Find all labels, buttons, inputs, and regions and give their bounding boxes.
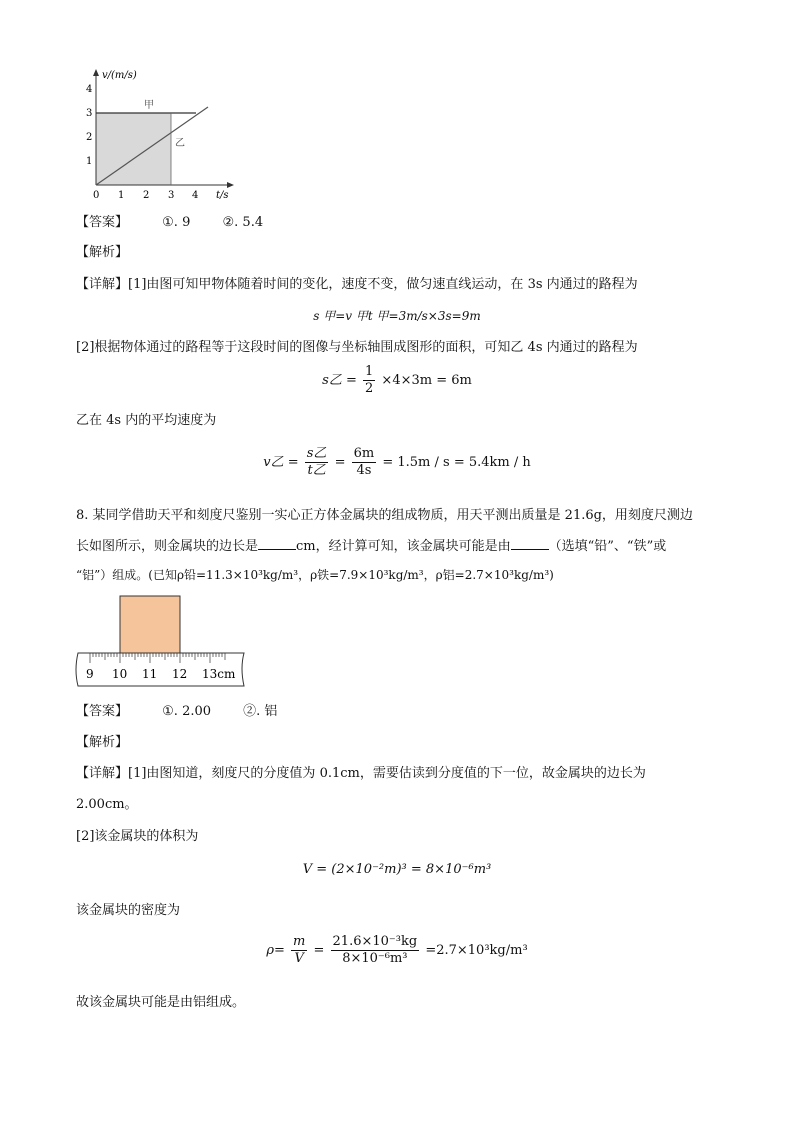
velocity-time-graph <box>78 66 238 206</box>
q7-formula-2-den: 2 <box>365 381 374 396</box>
ruler-label-12: 12 <box>172 667 188 681</box>
q8-formula-5-frac1 <box>291 934 307 967</box>
metal-block <box>120 596 180 653</box>
x-tick-3: 3 <box>168 190 175 201</box>
q8-conclusion: 故该金属块可能是由铝组成。 <box>76 995 246 1010</box>
q8-formula-5-den2: 8×10⁻⁶m³ <box>342 951 408 966</box>
y-axis-label: v/(m/s) <box>102 70 137 81</box>
q7-formula-3: v乙 = $\frac{\text{s乙}}{\text{t乙}}$ = $\frac{6m}{4s}$ = 1.5m / s = 5.4km / h <box>263 446 531 478</box>
x-tick-4: 4 <box>192 190 199 201</box>
y-tick-3: 3 <box>86 108 93 119</box>
q7-detail-1: [1]由图可知甲物体随着时间的变化，速度不变，做匀速直线运动，在 3s 内通过的路程为 <box>128 277 638 292</box>
q7-formula-2-frac <box>363 364 375 397</box>
y-tick-1: 1 <box>86 156 93 167</box>
q8-question-2-row <box>76 537 666 556</box>
q8-detail-tag: 【详解】 <box>76 766 129 781</box>
q7-detail-1-row <box>76 276 638 294</box>
q8-answer-1: ①. 2.00 <box>162 704 212 719</box>
q8-detail-1-row <box>76 765 646 783</box>
x-axis-label: t/s <box>216 190 229 201</box>
q7-formula-2-lhs: s乙 = <box>322 373 357 388</box>
ruler-label-10: 10 <box>112 667 128 681</box>
q7-formula-1: s 甲=v 甲t 甲=3m/s×3s=9m <box>313 309 481 323</box>
y-axis-arrow <box>93 69 99 76</box>
q7-formula-3-rhs: = 1.5m / s = 5.4km / h <box>382 455 531 470</box>
q8-formula-5-lhs: ρ= <box>266 943 285 958</box>
q7-analysis-tag: 【解析】 <box>76 245 129 260</box>
q7-formula-2 <box>0 364 794 397</box>
q8-formula-5-num1: m <box>293 934 306 949</box>
line-jia-label: 甲 <box>144 100 154 111</box>
q8-formula-4: V = (2×10⁻²m)³ = 8×10⁻⁶m³ <box>302 862 492 877</box>
q7-answer-tag: 【答案】 <box>76 215 129 230</box>
line-yi-label: 乙 <box>175 138 185 149</box>
x-axis-arrow <box>227 182 234 188</box>
q8-question-3: “铝”）组成。(已知ρ铅=11.3×10³kg/m³，ρ铁=7.9×10³kg/m³，ρ铝=2.7×10³kg/m³) <box>76 568 554 582</box>
q8-analysis-tag: 【解析】 <box>76 735 129 750</box>
q8-formula-5-num2: 21.6×10⁻³kg <box>332 934 418 949</box>
q7-formula-2-rhs: ×4×3m = 6m <box>381 373 472 388</box>
q7-answer-2: ②. 5.4 <box>222 215 264 230</box>
q7-formula-3-frac2 <box>352 446 377 479</box>
q8-blank-2 <box>511 537 549 550</box>
q8-formula-5-den1: V <box>294 951 304 966</box>
q7-formula-3-lhs: v乙 = <box>263 455 299 470</box>
ruler-label-9: 9 <box>86 667 94 681</box>
y-tick-2: 2 <box>86 132 93 143</box>
q8-blank-1 <box>258 537 296 550</box>
x-tick-1: 1 <box>118 190 125 201</box>
ruler-figure <box>72 594 250 694</box>
q7-formula-3-den2: 4s <box>356 463 372 478</box>
ruler-label-11: 11 <box>142 667 158 681</box>
y-tick-4: 4 <box>86 84 93 95</box>
q8-detail-2: [2]该金属块的体积为 <box>76 829 199 844</box>
q7-formula-3-frac1 <box>305 446 329 479</box>
q7-answer-1: ①. 9 <box>162 215 191 230</box>
x-tick-0: 0 <box>93 190 100 201</box>
q8-answer-tag: 【答案】 <box>76 704 129 719</box>
q8-formula-5-frac2 <box>331 934 420 967</box>
q8-detail-1b: 2.00cm。 <box>76 797 138 812</box>
q8-detail-3: 该金属块的密度为 <box>76 903 181 918</box>
x-tick-2: 2 <box>143 190 150 201</box>
q8-question-2a: 长如图所示，则金属块的边长是 <box>76 539 259 554</box>
q7-formula-2-num: 1 <box>365 364 374 379</box>
q7-formula-3-num1: s乙 <box>306 446 327 461</box>
q8-detail-1: [1]由图知道，刻度尺的分度值为 0.1cm，需要估读到分度值的下一位，故金属块的边长为 <box>128 766 646 781</box>
q8-formula-5: ρ= $\frac{m}{V}$ = $\frac{\text{21.6×10⁻³kg}}{\text{8×10⁻⁶m³}}$ =2.7×10³kg/m³ <box>266 934 528 966</box>
q8-question-2b: cm，经计算可知，该金属块可能是由 <box>296 539 511 554</box>
q7-formula-3-num2: 6m <box>353 446 375 461</box>
q7-answer-row <box>76 214 263 232</box>
q7-detail-tag: 【详解】 <box>76 277 129 292</box>
q8-question-1: 8. 某同学借助天平和刻度尺鉴别一实心正方体金属块的组成物质，用天平测出质量是 21.6g，用刻度尺测边 <box>76 508 693 523</box>
q7-detail-3: 乙在 4s 内的平均速度为 <box>76 413 217 428</box>
ruler-label-13cm: 13cm <box>202 667 236 681</box>
q8-question-2c: （选填“铅”、“铁”或 <box>548 539 667 554</box>
q8-formula-5-rhs: =2.7×10³kg/m³ <box>425 943 528 958</box>
q7-formula-3-den1: t乙 <box>307 463 326 478</box>
q8-answer-row <box>76 703 277 721</box>
graph-shaded-area <box>96 113 171 185</box>
q7-detail-2: [2]根据物体通过的路程等于这段时间的图像与坐标轴围成图形的面积，可知乙 4s 内通过的路程为 <box>76 340 638 355</box>
q8-answer-2: ②. 铝 <box>243 704 278 719</box>
